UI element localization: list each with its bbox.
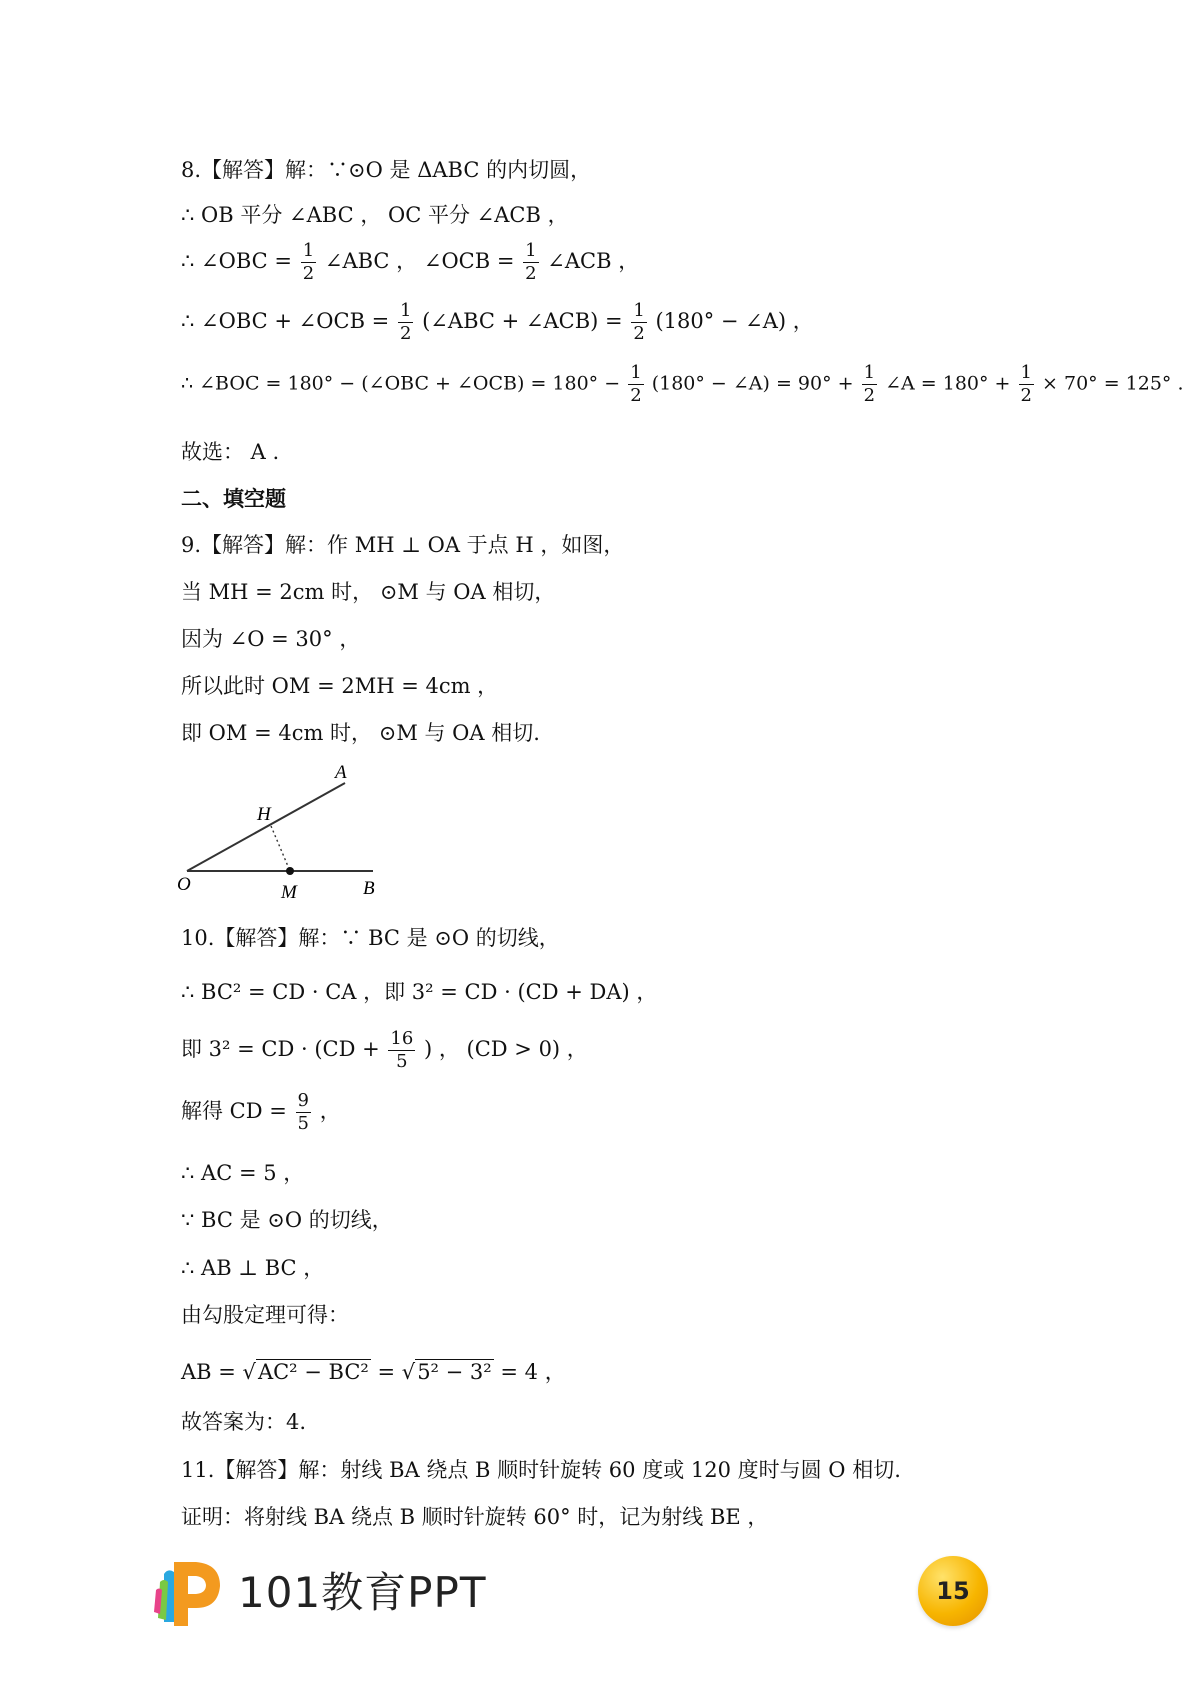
- label-B: B: [363, 878, 375, 899]
- fraction-numerator: 1: [633, 300, 645, 321]
- solution-11-heading: 11.【解答】解：射线 BA 绕点 B 顺时针旋转 60 度或 120 度时与圆 O 相切.: [181, 1458, 901, 1482]
- text-segment: × 70° = 125° .: [1042, 372, 1184, 395]
- fraction-numerator: 1: [525, 240, 537, 261]
- solution-10-line-7: ∴ AB ⊥ BC ，: [181, 1256, 325, 1280]
- text-segment: 即 3² = CD · (CD +: [181, 1037, 380, 1061]
- text-segment: (180° − ∠A) ，: [655, 309, 814, 333]
- solution-8-line-4: [181, 300, 814, 345]
- solution-10-heading: 10.【解答】解：∵ BC 是 ⊙O 的切线，: [181, 926, 560, 950]
- fraction-numerator: 16: [390, 1028, 414, 1049]
- text-segment: 解得 CD =: [181, 1099, 287, 1123]
- fraction-nine-fifths: [296, 1090, 311, 1135]
- solution-8-heading: 8.【解答】解：∵⊙O 是 ΔABC 的内切圆，: [181, 158, 592, 182]
- solution-9-line-2: 当 MH = 2cm 时， ⊙M 与 OA 相切，: [181, 580, 556, 604]
- fraction-numerator: 1: [399, 300, 412, 321]
- fraction-denominator: 5: [297, 1113, 309, 1134]
- fraction-denominator: 2: [630, 385, 642, 406]
- fraction-half: [398, 300, 413, 345]
- perpendicular-MH: [271, 826, 290, 871]
- solution-11-line-2: 证明：将射线 BA 绕点 B 顺时针旋转 60° 时，记为射线 BE ，: [181, 1505, 769, 1529]
- label-O: O: [177, 874, 191, 895]
- fraction-numerator: 1: [863, 362, 876, 383]
- label-A: A: [335, 762, 347, 783]
- fraction-numerator: 1: [1020, 362, 1032, 383]
- label-H: H: [257, 804, 271, 825]
- solution-8-line-3: [181, 240, 639, 285]
- fraction-numerator: 1: [302, 240, 315, 261]
- text-segment: ∴ ∠OBC + ∠OCB =: [181, 309, 390, 333]
- logo-svg: [150, 1552, 230, 1632]
- fraction-numerator: 9: [297, 1090, 309, 1111]
- text-segment: ∠ABC ， ∠OCB =: [324, 249, 515, 273]
- text-segment: (180° − ∠A) = 90° +: [651, 372, 854, 395]
- fraction-denominator: 2: [302, 263, 315, 284]
- fraction-sixteen-fifths: [388, 1028, 415, 1073]
- text-segment: ，: [319, 1099, 341, 1123]
- solution-10-line-5: ∴ AC = 5 ，: [181, 1161, 305, 1185]
- solution-10-line-4: [181, 1090, 341, 1135]
- logo-letter-p: [174, 1562, 220, 1626]
- sqrt-radicand: 5² − 3²: [417, 1360, 492, 1384]
- brand-name: 101教育PPT: [238, 1568, 487, 1617]
- text-segment: ∠ACB ，: [547, 249, 640, 273]
- solution-10-answer: 故答案为：4.: [181, 1410, 307, 1434]
- fraction-denominator: 2: [633, 323, 645, 344]
- fraction-half: [862, 362, 877, 407]
- brand-logo-icon: [150, 1552, 230, 1636]
- geometry-figure: [175, 760, 395, 914]
- fraction-half: [631, 300, 646, 345]
- fraction-half: [1019, 362, 1034, 407]
- fraction-denominator: 2: [525, 263, 537, 284]
- text-segment: = 4 ，: [500, 1360, 566, 1384]
- sqrt-radicand: AC² − BC²: [257, 1360, 369, 1384]
- solution-9-line-3: 因为 ∠O = 30° ，: [181, 627, 361, 651]
- point-M: [286, 867, 294, 875]
- text-segment: (∠ABC + ∠ACB) =: [422, 309, 623, 333]
- solution-8-line-5: [181, 362, 1184, 407]
- text-segment: ) ， (CD > 0) ，: [423, 1037, 588, 1061]
- solution-10-line-6: ∵ BC 是 ⊙O 的切线，: [181, 1208, 393, 1232]
- solution-9-line-4: 所以此时 OM = 2MH = 4cm ，: [181, 674, 499, 698]
- fraction-denominator: 2: [399, 323, 412, 344]
- fraction-half: [301, 240, 316, 285]
- figure-svg: [175, 760, 395, 910]
- text-segment: ∴ ∠OBC =: [181, 249, 293, 273]
- fraction-half: [628, 362, 643, 407]
- solution-10-line-2: ∴ BC² = CD · CA ，即 3² = CD · (CD + DA) ，: [181, 980, 658, 1004]
- fraction-denominator: 2: [863, 385, 876, 406]
- solution-10-line-3: [181, 1028, 588, 1073]
- fraction-denominator: 5: [396, 1051, 408, 1072]
- fraction-numerator: 1: [630, 362, 642, 383]
- section-heading-fill-in: 二、填空题: [181, 487, 286, 511]
- solution-9-line-5: 即 OM = 4cm 时， ⊙M 与 OA 相切.: [181, 721, 540, 745]
- fraction-denominator: 2: [1020, 385, 1032, 406]
- solution-10-line-8: 由勾股定理可得：: [181, 1303, 349, 1327]
- solution-8-answer: 故选： A .: [181, 440, 280, 464]
- label-M: M: [281, 882, 297, 903]
- solution-10-line-9: [181, 1357, 566, 1387]
- text-segment: ∴ ∠BOC = 180° − (∠OBC + ∠OCB) = 180° −: [181, 372, 621, 395]
- fraction-half: [523, 240, 538, 285]
- ray-OA: [187, 783, 345, 871]
- text-segment: AB = √: [181, 1360, 256, 1384]
- text-segment: = √: [377, 1360, 416, 1384]
- solution-9-heading: 9.【解答】解：作 MH ⊥ OA 于点 H ，如图，: [181, 533, 625, 557]
- solution-8-line-2: ∴ OB 平分 ∠ABC ， OC 平分 ∠ACB ，: [181, 203, 569, 227]
- page-number-badge: 15: [918, 1556, 988, 1626]
- text-segment: ∠A = 180° +: [885, 372, 1011, 395]
